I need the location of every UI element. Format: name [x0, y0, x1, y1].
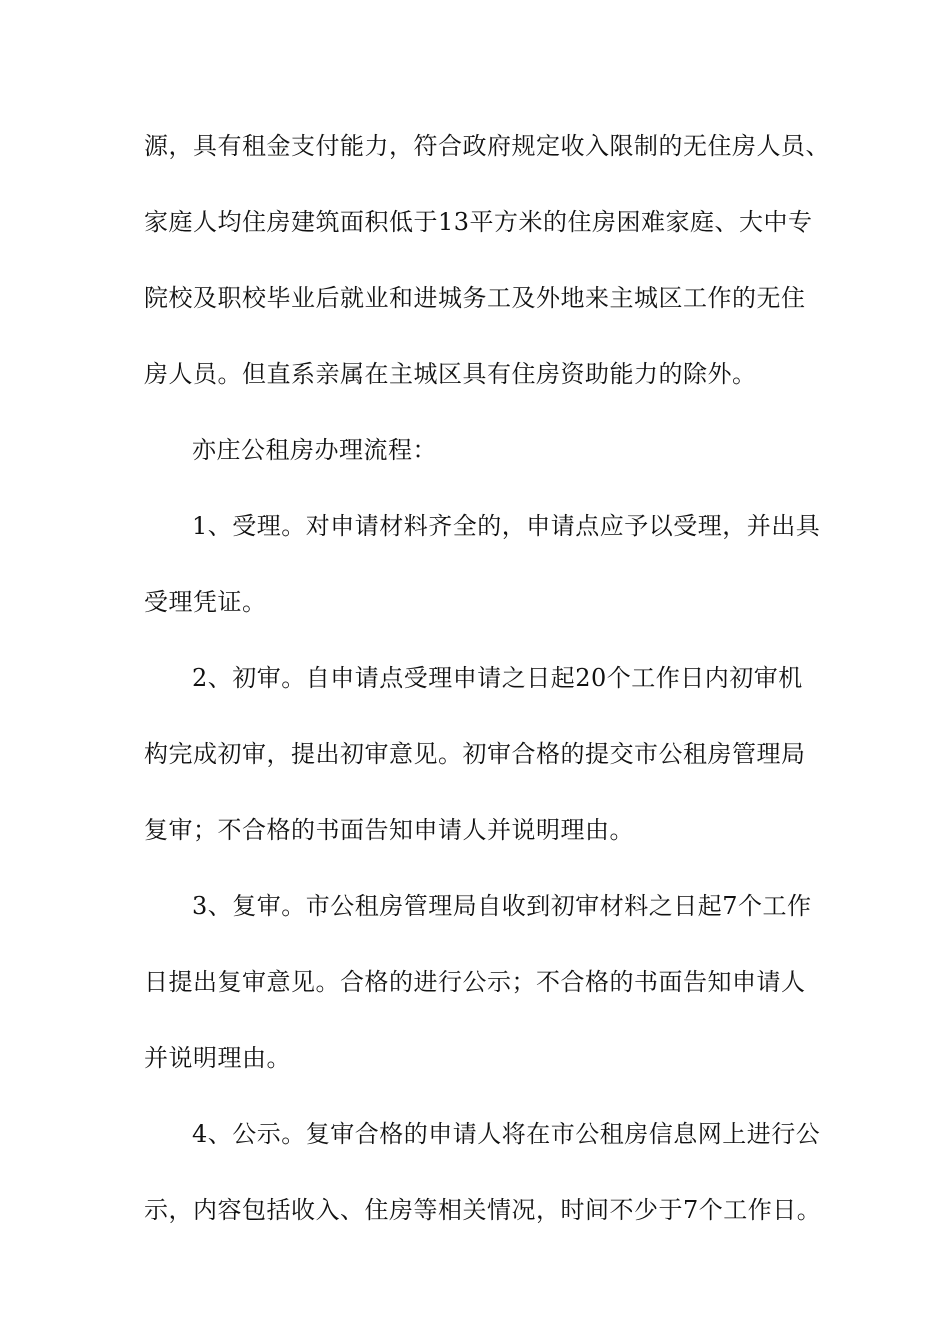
step-3-text: 3、复审。市公租房管理局自收到初审材料之日起7个工作	[192, 892, 812, 920]
section-heading: 亦庄公租房办理流程：	[192, 436, 437, 464]
text-line: 构完成初审，提出初审意见。初审合格的提交市公租房管理局	[144, 740, 806, 768]
text-line: 日提出复审意见。合格的进行公示；不合格的书面告知申请人	[144, 968, 806, 996]
text-line: 并说明理由。	[144, 1044, 291, 1072]
document-body	[144, 122, 834, 1262]
text-line: 受理凭证。	[144, 588, 267, 616]
step-1-text: 1、受理。对申请材料齐全的，申请点应予以受理，并出具	[192, 512, 821, 540]
step-4-text: 4、公示。复审合格的申请人将在市公租房信息网上进行公	[192, 1120, 821, 1148]
text-line: 示，内容包括收入、住房等相关情况，时间不少于7个工作日。	[144, 1196, 822, 1224]
step-2-text: 2、初审。自申请点受理申请之日起20个工作日内初审机	[192, 664, 803, 692]
text-line: 家庭人均住房建筑面积低于13平方米的住房困难家庭、大中专	[144, 208, 813, 236]
text-line: 院校及职校毕业后就业和进城务工及外地来主城区工作的无住	[144, 284, 806, 312]
text-line: 复审；不合格的书面告知申请人并说明理由。	[144, 816, 634, 844]
text-line: 房人员。但直系亲属在主城区具有住房资助能力的除外。	[144, 360, 757, 388]
text-line: 源，具有租金支付能力，符合政府规定收入限制的无住房人员、	[144, 132, 830, 160]
